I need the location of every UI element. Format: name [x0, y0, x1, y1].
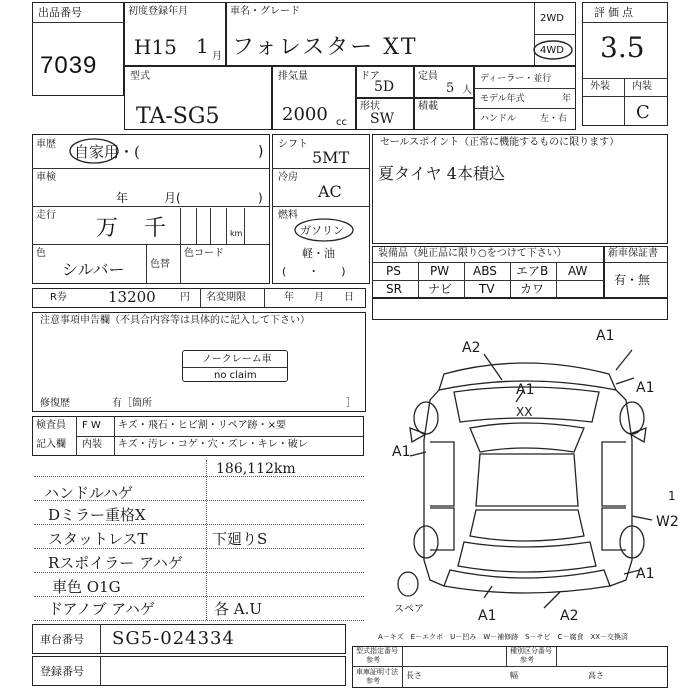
- mark-hood: A1: [516, 382, 535, 398]
- ac-value: AC: [318, 182, 342, 201]
- score-box: [582, 2, 668, 126]
- chassis-label: 車台番号: [40, 633, 84, 646]
- inspection-label: 車検: [36, 172, 56, 183]
- equip-aw: AW: [568, 264, 588, 278]
- lot-number-label: 出品番号: [38, 6, 82, 19]
- height-label: 高さ: [588, 671, 604, 680]
- mark-right-rear: A1: [636, 566, 655, 582]
- registration-label: 登録番号: [40, 665, 84, 678]
- ac-label: 冷房: [278, 172, 298, 183]
- shift-value: 5MT: [312, 148, 350, 167]
- dims-label: 車庫証明寸法: [356, 668, 398, 676]
- shape-label: 形状: [360, 101, 380, 112]
- dims-reference-label: 参考: [366, 677, 380, 685]
- sales-point-box: [372, 134, 668, 244]
- type-designation-label: 型式指定番号: [356, 647, 398, 655]
- equip-sr: SR: [386, 282, 402, 296]
- remark-line-6: ドアノブ アハゲ: [48, 600, 155, 618]
- shape-value: SW: [370, 111, 394, 127]
- capacity-value: 5: [446, 81, 455, 96]
- mark-right-front: A1: [636, 380, 655, 396]
- damage-legend: A－キズ E－エクボ U－凹み W－補修跡 S－サビ C－腐食 XX－交換済: [378, 633, 629, 641]
- length-label: 長さ: [406, 671, 422, 680]
- drive-4wd-circle: [530, 38, 576, 62]
- fuel-gasoline: ガソリン: [300, 224, 344, 237]
- capacity-label: 定員: [418, 71, 438, 82]
- mark-rear-left: A1: [478, 608, 497, 624]
- interior-check-value: キズ・汚レ・コゲ・穴・ズレ・キレ・破レ: [118, 439, 308, 450]
- fuel-label: 燃料: [278, 210, 298, 221]
- equip-abs: ABS: [473, 264, 497, 278]
- equipment-label: 装備品（純正品に限り○をつけて下さい）: [378, 248, 567, 259]
- color-code-label: 色コード: [184, 248, 224, 259]
- mileage-man: 万: [96, 216, 119, 241]
- cc-unit: cc: [336, 117, 347, 128]
- car-damage-diagram: [384, 328, 679, 630]
- warranty-value: 有・無: [614, 273, 651, 287]
- mark-right-side: W2: [656, 514, 679, 530]
- no-claim-jp: ノークレーム車: [202, 354, 272, 365]
- steering-value: 左・右: [540, 114, 568, 124]
- mileage-sen: 千: [144, 216, 167, 241]
- score-label: 評価点: [594, 6, 636, 19]
- mark-hood-xx: XX: [516, 405, 533, 419]
- fuel-paren: ( ・ ): [282, 265, 346, 278]
- inspection-close: ): [258, 191, 263, 205]
- steering-label: ハンドル: [480, 114, 517, 124]
- color-change-label: 色替: [150, 259, 170, 270]
- drive-4wd: 4WD: [540, 45, 564, 56]
- remark-line-2: Dミラー重格X: [48, 506, 146, 524]
- equip-ps: PS: [386, 264, 401, 278]
- load-label: 積載: [418, 101, 438, 112]
- displacement-label: 排気量: [278, 71, 308, 82]
- sales-point-label: セールスポイント（正常に機能するものに限ります）: [380, 137, 620, 148]
- model-label: 型式: [130, 71, 150, 82]
- mark-spare: スペア: [394, 604, 424, 615]
- history-label: 車歴: [36, 139, 56, 150]
- doors-value: 5D: [374, 79, 395, 95]
- remark-right-1: 下廻りS: [212, 530, 268, 548]
- equip-pw: PW: [430, 264, 450, 278]
- width-label: 幅: [510, 671, 518, 680]
- dealer-label: ディーラー・並行: [480, 74, 552, 84]
- fuel-gasoline-circle: [292, 216, 356, 244]
- model-value: TA-SG5: [136, 104, 220, 129]
- first-reg-month: 1: [196, 34, 209, 58]
- month-unit: 月: [212, 51, 222, 62]
- color-value: シルバー: [62, 260, 125, 279]
- repair-label: 修復歴: [40, 398, 70, 409]
- history-value: 自家用・(: [74, 143, 140, 161]
- person-unit: 人: [462, 85, 472, 96]
- car-name-label: 車名・グレード: [230, 6, 300, 17]
- yen-unit: 円: [180, 292, 190, 303]
- notes-label: 注意事項申告欄（不具合内容等は具体的に記入して下さい）: [40, 315, 310, 326]
- mark-bottom-left-side: A1: [596, 328, 615, 344]
- equip-navi: ナビ: [428, 282, 453, 296]
- lot-number: 7039: [40, 52, 98, 79]
- remark-line-5: 車色 O1G: [52, 578, 121, 596]
- deadline-value: 年 月 日: [284, 292, 354, 303]
- first-reg-era: H15: [134, 35, 177, 59]
- fw-value: キズ・飛石・ヒビ割・リペア跡・×要: [118, 420, 286, 431]
- chassis-value: SG5-024334: [112, 628, 235, 649]
- history-close: ): [258, 144, 264, 160]
- km-unit: km: [230, 229, 243, 238]
- model-year-unit: 年: [562, 94, 572, 104]
- interior-grade: C: [636, 102, 650, 123]
- rear-notes-box: [372, 298, 668, 320]
- remark-line-3: スタットレスT: [48, 530, 148, 548]
- inspector-label2: 記入欄: [36, 439, 66, 450]
- remarks-mileage: 186,112km: [216, 461, 296, 477]
- mark-left-side: A1: [392, 444, 411, 460]
- recycle-value: 13200: [108, 288, 156, 306]
- shift-label: シフト: [278, 139, 308, 150]
- mileage-label: 走行: [36, 210, 56, 221]
- recycle-label: R券: [50, 292, 67, 303]
- equip-airbag: エアB: [516, 264, 549, 278]
- deadline-label: 名変期限: [206, 292, 246, 303]
- fw-label: F W: [82, 420, 101, 431]
- no-claim-en: no claim: [214, 370, 257, 381]
- category-label: 種別区分番号: [510, 647, 552, 655]
- exterior-label: 外装: [590, 81, 610, 92]
- history-circle: [66, 136, 122, 166]
- first-reg-label: 初度登録年月: [128, 6, 188, 17]
- remark-right-2: 各 A.U: [214, 600, 263, 618]
- repair-value: 有［箇所: [112, 398, 152, 409]
- equip-leather: カワ: [520, 282, 545, 296]
- doors-label: ドア: [360, 71, 380, 82]
- drive-2wd: 2WD: [540, 13, 564, 24]
- inspector-label1: 検査員: [36, 420, 66, 431]
- mark-rear-bumper: A2: [560, 608, 579, 624]
- repair-close: ］: [346, 398, 356, 409]
- displacement-value: 2000: [282, 104, 328, 125]
- warranty-label: 新車保証書: [608, 248, 658, 259]
- car-name: フォレスター XT: [232, 35, 418, 60]
- type-reference-label: 参考: [366, 656, 380, 664]
- mark-front-top: A2: [462, 340, 481, 356]
- color-label: 色: [36, 248, 46, 259]
- remark-line-4: Rスポイラー アハゲ: [48, 554, 183, 572]
- equip-tv: TV: [479, 282, 495, 296]
- category-reference-label: 参考: [520, 656, 534, 664]
- score-value: 3.5: [600, 31, 645, 64]
- mark-right-side2: 1: [668, 489, 676, 503]
- interior-check-label: 内装: [82, 439, 102, 450]
- sales-point-text: 夏タイヤ 4本積込: [378, 164, 505, 183]
- inspection-value: 年 月(: [116, 191, 181, 205]
- remark-line-1: ハンドルハゲ: [44, 484, 133, 502]
- model-year-label: モデル年式: [480, 94, 525, 104]
- fuel-diesel: 軽・油: [302, 247, 335, 260]
- interior-label: 内装: [632, 81, 652, 92]
